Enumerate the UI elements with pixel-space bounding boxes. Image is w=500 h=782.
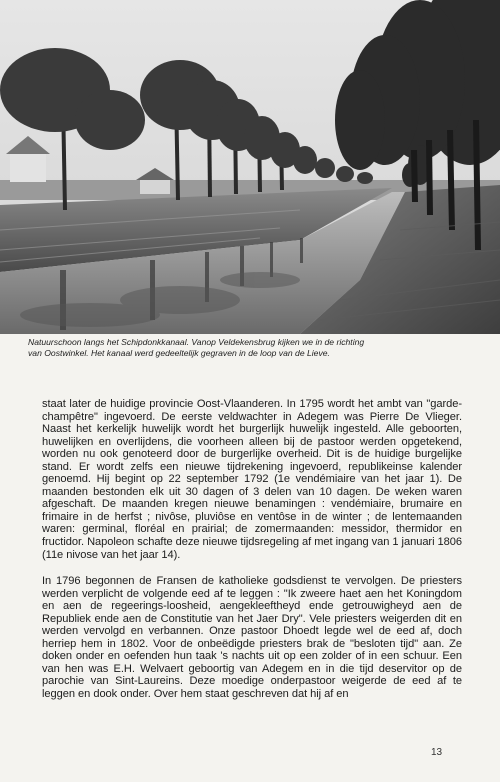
article-body [42,398,462,715]
paragraph-1: staat later de huidige provincie Oost-Vlaanderen. In 1795 wordt het ambt van "garde-champêtre" ingevoerd. De eerste veldwachter in Adegem was Pierre De Vlieger. Naast het kerkelijk huwelijk wordt het burgerlijk huwelijk ingesteld. Alle geboorten, huwelijken en overlijdens, die voorheen alleen bij de pastoor werden opgetekend, worden nu ook genoteerd door de burgerlijke overheid. Dit is de huidige burgelijke stand. Er wordt zelfs een nieuwe tijdrekening ingevoerd, republikeinse kalender genoemd. Hij begint op 22 september 1792 (1e vendémiaire van het jaar 1). De maanden bestonden elk uit 30 dagen of 3 delen van 10 dagen. De weken waren afgeschaft. De maanden kregen nieuwe benamingen : vendémiaire, brumaire en frimaire in de herfst ; nivôse, pluviôse en ventôse in de winter ; de lentemaanden waren: germinal, floréal en prairial; de zomermaanden: messidor, thermidor en fructidor. Napoleon schafte deze nieuwe tijdsregeling af met ingang van 1 januari 1806 (11e nivose van het jaar 14). [42,398,463,561]
paragraph-2: In 1796 begonnen de Fransen de katholieke godsdienst te vervolgen. De priesters werden verplicht de volgende eed af te leggen : "Ik zweere haet aen het Koningdom en aen de regeerings-loosheid, aengekleeftheyd ende getrouwigheyd aen de Republiek ende aen de Constitutie van het Jaer Dry". Vele priesters weigerden dit en werden vervolgd en verbannen. Onze pastoor Dhoedt legde wel de eed af, doch herriep hem in 1802. Voor de onbeëdigde priesters brak de "besloten tijd" aan. Ze doken onder en oefenden hun taak 's nachts uit op een zolder of in een schuur. Een van hen was E.H. Welvaert geboortig van Adegem en in die tijd deservitor op de parochie van Sint-Laureins. Deze moedige onderpastoor weigerde de eed af te leggen en dook onder. Over hem staat geschreven dat hij af en [42,575,462,701]
canal-photo [0,0,500,334]
photo-caption: Natuurschoon langs het Schipdonkkanaal. Vanop Veldekensbrug kijken we in de richting van Oostwinkel. Het kanaal werd gedeeltelijk gegraven in de loop van de Lieve. [28,337,365,358]
page-number: 13 [431,747,443,758]
canal-landscape-image [0,0,500,334]
